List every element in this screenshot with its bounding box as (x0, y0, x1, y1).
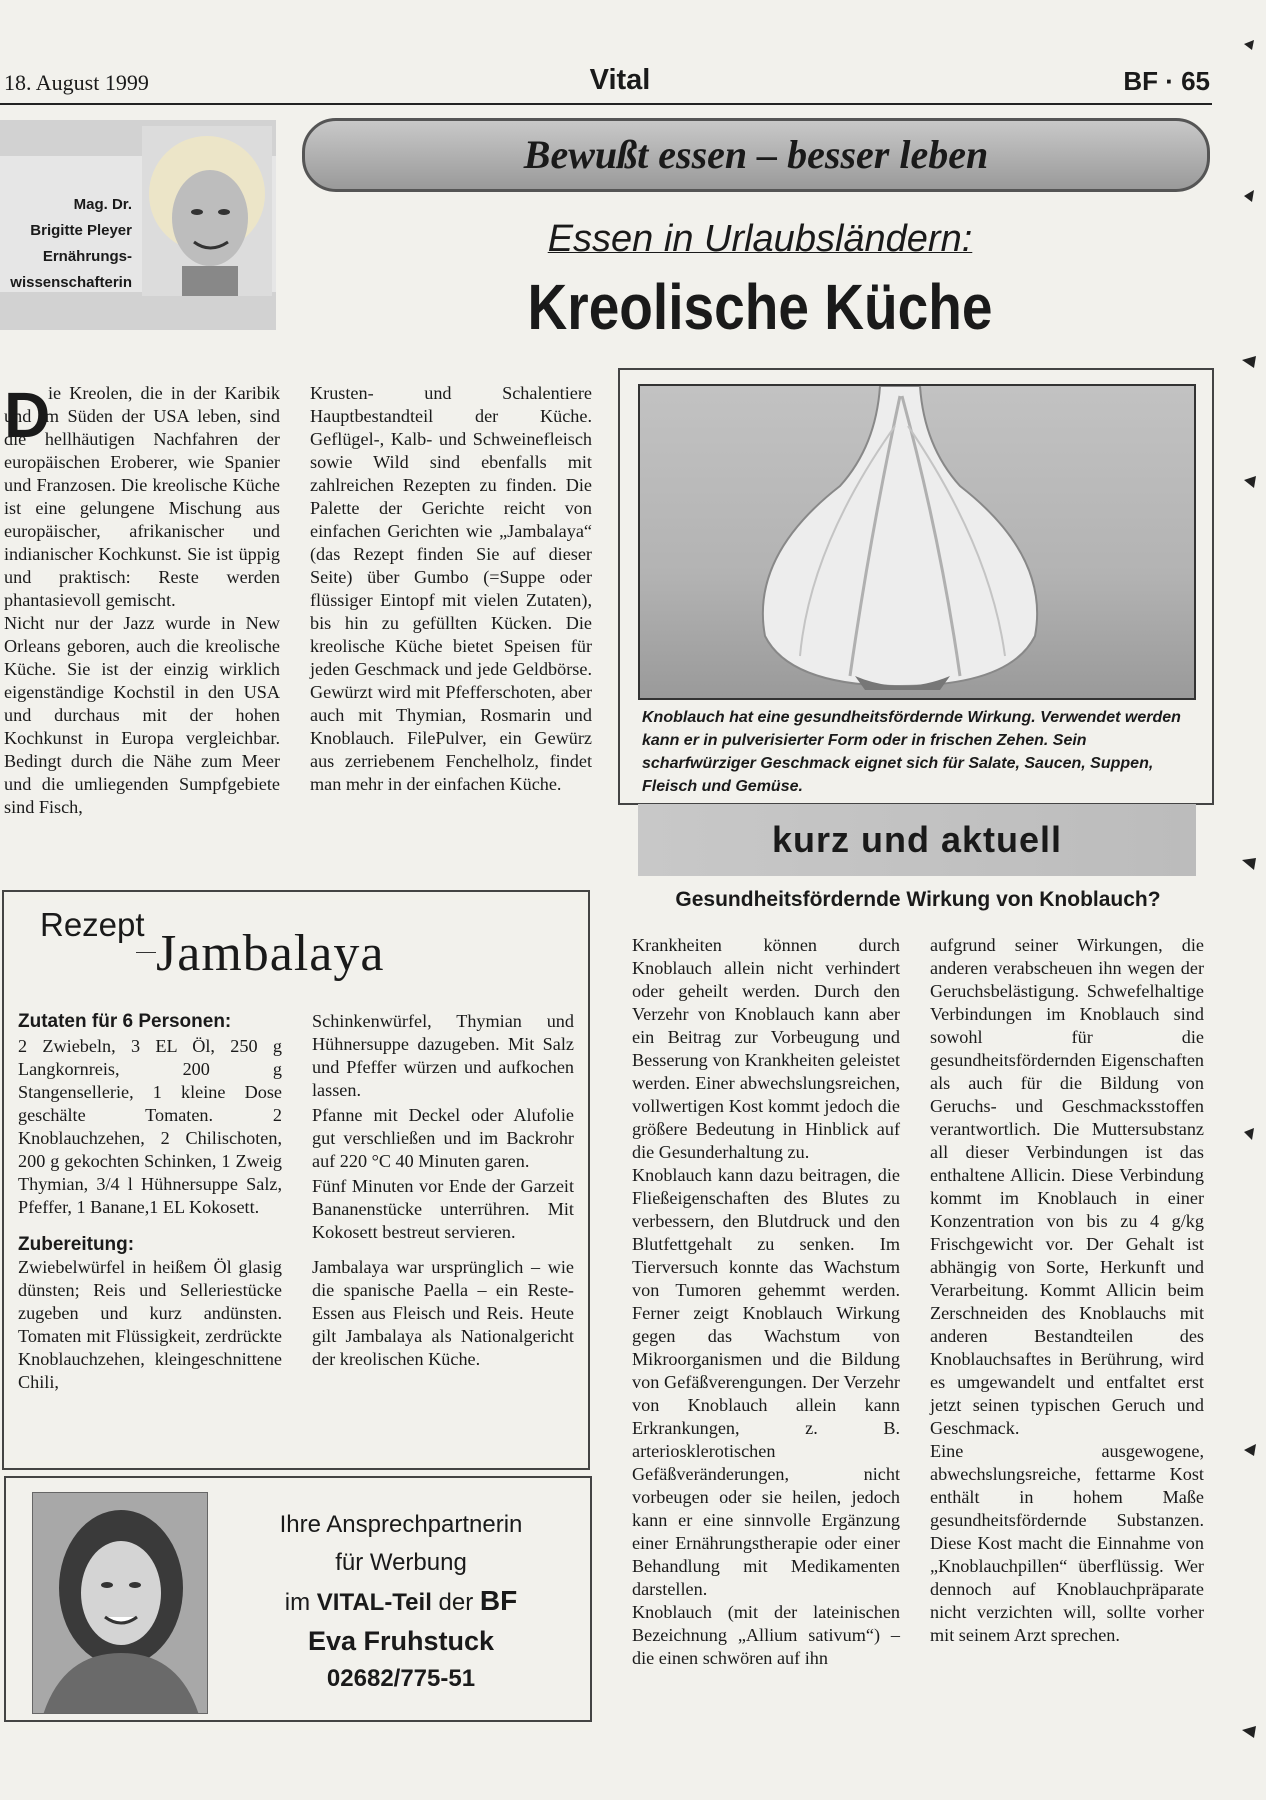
contact-portrait-icon (33, 1493, 208, 1714)
page-reference: BF · 65 (1123, 66, 1210, 96)
recipe-column-2 (312, 1010, 574, 1371)
author-name: Brigitte Pleyer (30, 222, 132, 239)
article-kicker: Essen in Urlaubsländern: (547, 218, 973, 260)
news-banner-text: kurz und aktuell (771, 819, 1063, 860)
series-banner (302, 118, 1210, 192)
contact-line-3-der: der (438, 1589, 474, 1616)
article-column-2 (310, 382, 592, 796)
news-paragraph: aufgrund seiner Wirkungen, die anderen verabscheuen ihn wegen der Geruchsbelästigung. Schwefelhaltige Verbindungen im Knoblauch sind sowohl für die gesundheitsfördernden Eigenschaften als auch für die Bildung von Geruchs- und Geschmacksstoffen verantwortlich. Die Muttersubstanz all dieser Verbindungen ist das enthaltene Allicin. Diese Verbindung kommt im Knoblauch in einer Konzentration von bis zu 4 g/kg Frischgewicht vor. Der Gehalt ist abhängig von Sorte, Herkunft und Verarbeitung. Kommt Allicin beim Zerschneiden des Knoblauchs mit anderen Bestandteilen des Knoblauchsaftes in Berührung, wird es umgewandelt und entfaltet erst jetzt seinen typischen Geruch und Geschmack. (930, 935, 1204, 1438)
news-column-2 (930, 934, 1204, 1647)
article-headline: Kreolische Küche (527, 271, 993, 343)
preparation-step: Schinkenwürfel, Thymian und Hühnersuppe dazugeben. Mit Salz und Pfeffer würzen und aufkochen lassen. (312, 1011, 574, 1100)
news-paragraph: Knoblauch (mit der lateinischen Bezeichnung „Allium sativum“) – die einen schwören auf ihn (632, 1602, 900, 1668)
contact-line-2: für Werbung (335, 1549, 467, 1576)
contact-name: Eva Fruhstuck (307, 1626, 495, 1656)
contact-line-3-vital: VITAL-Teil (316, 1589, 432, 1616)
news-paragraph: Krankheiten können durch Knoblauch allein nicht verhindert oder geheilt werden. Durch den Verzehr von Knoblauch kann aber ein Beitrag zur Vorbeugung und Besserung von Krankheiten geleistet werden. Einer abwechslungsreichen, vollwertigen Kost kommt jedoch die größere Bedeutung in Hinblick auf die Gesunderhaltung zu. (632, 935, 900, 1162)
article-paragraph: Nicht nur der Jazz wurde in New Orleans geboren, auch die kreolische Küche. Sie ist der einzig wirklich eigenständige Kochstil in den USA und durchaus mit der hohen Kochkunst in Europa vergleichbar. Bedingt durch die Nähe zum Meer und die umliegenden Sumpfgebiete sind Fisch, (4, 613, 280, 817)
author-box (0, 120, 276, 330)
news-banner (638, 804, 1196, 876)
contact-phone: 02682/775-51 (326, 1665, 476, 1692)
news-paragraph: Eine ausgewogene, abwechslungsreiche, fettarme Kost enthält in hohem Maße gesundheitsfördernde Substanzen. Diese Kost macht die Einnahme von „Knoblauchpillen“ überflüssig. Wer dennoch auf Knoblauchpräparate nicht verzichten will, sollte vorher mit seinem Arzt sprechen. (930, 1441, 1204, 1645)
recipe-title-rule (136, 952, 156, 953)
garlic-photo (638, 384, 1196, 700)
recipe-title: Jambalaya (156, 925, 385, 982)
contact-line-3-im: im (284, 1589, 311, 1616)
series-banner-text: Bewußt essen – besser leben (523, 132, 989, 177)
recipe-box (2, 890, 590, 1470)
author-portrait-icon (142, 126, 272, 296)
article-paragraph: Krusten- und Schalentiere Hauptbestandteil der Küche. Geflügel-, Kalb- und Schweinefleisch sowie Wild sind ebenfalls mit zahlreichen Rezepten zu finden. Die Palette der Gerichte reicht von einfachen Gerichten wie „Jambalaya“ (das Rezept finden Sie auf dieser Seite) über Gumbo (=Suppe oder flüssiger Eintopf mit vielen Zutaten), bis hin zu gefüllten Kücken. Die kreolische Küche bietet Speisen für jeden Geschmack und jede Geldbörse. Gewürzt wird mit Pfefferschoten, aber auch mit Thymian, Rosmarin und Knoblauch. FilePulver, ein Gewürz aus zerriebenem Fenchelholz, findet man mehr in der einfachen Küche. (310, 383, 592, 794)
garlic-bulb-icon (640, 386, 1196, 700)
contact-text (236, 1506, 566, 1698)
recipe-column-1 (18, 1010, 282, 1394)
contact-line-3-bf: BF (479, 1585, 518, 1616)
ingredients-heading: Zutaten für 6 Personen: (18, 1011, 232, 1032)
contact-line-3 (236, 1582, 566, 1622)
author-credentials (2, 192, 132, 296)
header-rule (0, 103, 1212, 105)
news-headline: Gesundheitsfördernde Wirkung von Knoblauch? (675, 888, 1161, 911)
recipe-note: Jambalaya war ursprünglich – wie die spanische Paella – ein Reste-Essen aus Fleisch und Reis. Heute gilt Jambalaya als Nationalgericht der kreolischen Küche. (312, 1257, 574, 1369)
preparation-step: Zwiebelwürfel in heißem Öl glasig dünsten; Reis und Selleriestücke zugeben und kurz andünsten. Tomaten mit Flüssigkeit, zerdrückte Knoblauchzehen, kleingeschnittene Chili, (18, 1257, 282, 1392)
ingredients-text: 2 Zwiebeln, 3 EL Öl, 250 g Langkornreis, 200 g Stangensellerie, 1 kleine Dose geschälte Tomaten. 2 Knoblauchzehen, 2 Chilischoten, 200 g gekochten Schinken, 1 Zweig Thymian, 3/4 l Hühnersuppe Salz, Pfeffer, 1 Banane,1 EL Kokosett. (18, 1036, 282, 1217)
advertising-contact-box (4, 1476, 592, 1722)
article-column-1 (4, 379, 280, 819)
article-dropcap: D (4, 379, 51, 451)
author-title: Mag. Dr. (73, 196, 132, 213)
author-role-2: wissenschafterin (10, 274, 132, 291)
preparation-step: Fünf Minuten vor Ende der Garzeit Bananenstücke unterrühren. Mit Kokosett bestreut servieren. (312, 1176, 574, 1242)
news-column-1 (632, 934, 900, 1670)
issue-date: 18. August 1999 (4, 70, 149, 95)
contact-line-1: Ihre Ansprechpartnerin (279, 1511, 523, 1538)
contact-photo (32, 1492, 208, 1714)
preparation-step: Pfanne mit Deckel oder Alufolie gut verschließen und im Backrohr auf 220 °C 40 Minuten garen. (312, 1105, 574, 1171)
article-paragraph: ie Kreolen, die in der Karibik und im Süden der USA leben, sind die hellhäutigen Nachfahren der europäischen Eroberer, wie Spanier und Franzosen. Die kreolische Küche ist eine gelungene Mischung aus europäischer, afrikanischer und indianischer Kochkunst. Sie ist üppig und praktisch: Reste werden phantasievoll gemischt. (4, 383, 280, 610)
author-role-1: Ernährungs- (42, 248, 132, 265)
news-paragraph: Knoblauch kann dazu beitragen, die Fließeigenschaften des Blutes zu verbessern, den Blutdruck und den Blutfettgehalt zu senken. Im Tierversuch konnte das Wachstum von Tumoren gehemmt werden. Ferner zeigt Knoblauch Wirkung gegen das Wachstum von Mikroorganismen und die Bildung von Gefäßverengungen. Der Verzehr von Knoblauch allein kann Erkrankungen, z. B. arteriosklerotischen Gefäßveränderungen, nicht vorbeugen oder sie heilen, jedoch kann er eine sinnvolle Ergänzung einer Ernährungstherapie oder einer Behandlung mit Medikamenten darstellen. (632, 1165, 900, 1599)
author-box-stripe-bottom (0, 292, 276, 330)
binding-marks (1240, 0, 1264, 1800)
recipe-label: Rezept (40, 906, 145, 943)
garlic-feature-box (618, 368, 1214, 805)
author-photo (142, 126, 272, 296)
garlic-caption: Knoblauch hat eine gesundheitsfördernde Wirkung. Verwendet werden kann er in pulverisierter Form oder in frischen Zehen. Sein scharfwürziger Geschmack eignet sich für Salate, Saucen, Suppen, Fleisch und Gemüse. (642, 709, 1181, 795)
preparation-heading: Zubereitung: (18, 1234, 135, 1255)
section-title: Vital (589, 64, 651, 96)
